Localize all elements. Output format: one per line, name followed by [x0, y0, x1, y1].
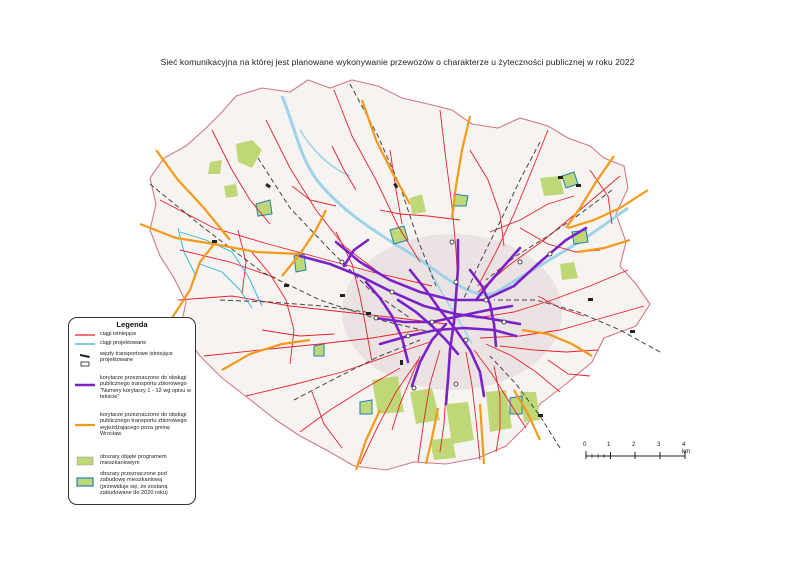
purple-line-icon: [75, 382, 95, 388]
scale-label-2: 2: [632, 441, 636, 448]
legend-title: Legenda: [116, 320, 148, 329]
cyan-line-icon: [75, 341, 95, 347]
transport-node-icons: [75, 352, 95, 368]
legend-label: korytarze przeznaczone do obsługi publicznego transportu zbiorowego "Numery korytarzy 1 - 12 wg opisu w tekście": [100, 375, 191, 401]
scale-label-4: 4 km: [682, 441, 691, 455]
red-line-icon: [75, 332, 95, 338]
legend-label: węzły transportowe istniejące projektowane: [100, 351, 173, 364]
green-box-icon: [75, 456, 95, 466]
scale-label-1: 1: [607, 441, 611, 448]
orange-line-icon: [75, 422, 95, 428]
scale-label-0: 0: [583, 441, 587, 448]
legend-label: obszary objęte programem mieszkaniowym: [100, 454, 167, 467]
scale-ruler: [585, 450, 687, 460]
legend-label: obszary przeznaczone pod zabudowę mieszkaniową (przewiduje się, że zostaną zabudowane do 2020 roku): [100, 471, 168, 497]
legend-label: ciągi projektowane: [100, 340, 147, 346]
legend-label: korytarze przeznaczone do obsługi publicznego transportu zbiorowego wyjeżdżającego poza gminę Wrocław: [100, 412, 187, 438]
green-box-blue-border-icon: [75, 477, 95, 487]
scale-label-3: 3: [657, 441, 661, 448]
map-title: Sieć komunikacyjna na której jest planowane wykonywanie przewozów o charakterze u żyteczności publicznej w roku 2022: [160, 57, 635, 67]
legend-label: ciągi istniejące: [100, 331, 137, 337]
legend: [68, 317, 196, 505]
